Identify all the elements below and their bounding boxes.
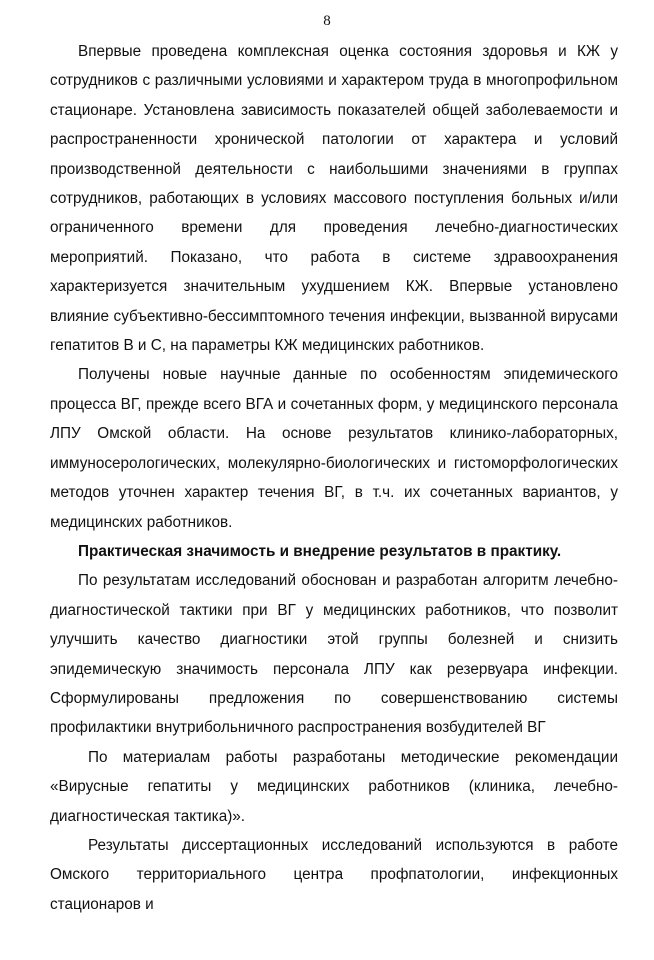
paragraph-practical-algorithm: По результатам исследований обоснован и разработан алгоритм лечебно-диагностической тактики при ВГ у медицинских работников, что позволит улучшить качество диагностики этой группы болезней и снизить эпидемическую значимость персонала ЛПУ как резервуара инфекции. Сформулированы предложения по совершенствованию системы профилактики внутрибольничного распространения возбудителей ВГ (50, 572, 618, 737)
body-text (50, 37, 618, 919)
page-number: 8 (323, 13, 331, 29)
paragraph-research-implementation: Результаты диссертационных исследований используются в работе Омского территориального центра профпатологии, инфекционных стационаров и (50, 836, 618, 913)
paragraph-novelty-epidemic-process: Получены новые научные данные по особенностям эпидемического процесса ВГ, прежде всего ВГА и сочетанных форм, у медицинского персонала ЛПУ Омской области. На основе результатов клинико-лабораторных, иммуносерологических, молекулярно-биологических и гистоморфологических методов уточнен характер течения ВГ, в т.ч. их сочетанных вариантов, у медицинских работников. (50, 366, 618, 531)
paragraph-methodical-recommendations: По материалам работы разработаны методические рекомендации «Вирусные гепатиты у медицинских работников (клиника, лечебно-диагностическая тактика)». (50, 748, 618, 825)
section-heading-practical-significance: Практическая значимость и внедрение результатов в практику. (78, 542, 562, 560)
paragraph-novelty-health-quality: Впервые проведена комплексная оценка состояния здоровья и КЖ у сотрудников с различными условиями и характером труда в многопрофильном стационаре. Установлена зависимость показателей общей заболеваемости и распространенности хронической патологии от характера и условий производственной деятельности с наибольшими значениями в группах сотрудников, работающих в условиях массового поступления больных и/или ограниченного времени для проведения лечебно-диагностических мероприятий. Показано, что работа в системе здравоохранения характеризуется значительным ухудшением КЖ. Впервые установлено влияние субъективно-бессимптомного течения инфекции, вызванной вирусами гепатитов В и С, на параметры КЖ медицинских работников. (50, 43, 618, 355)
